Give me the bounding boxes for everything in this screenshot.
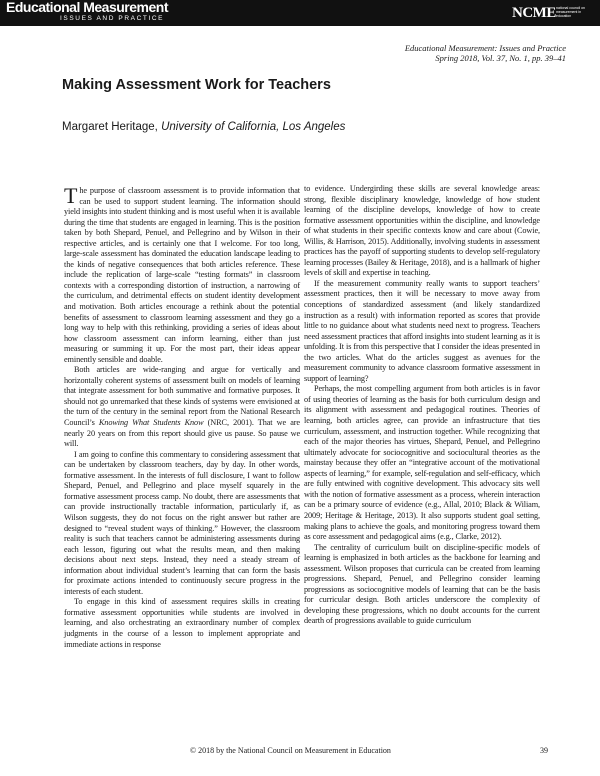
citation-journal: Educational Measurement: Issues and Practice bbox=[404, 43, 566, 53]
paragraph: To engage in this kind of assessment requires skills in creating formative assessment opportunities while students are involved in learning, and also orchestrating an extraordinary number of complex judgments in the course of a lesson to implement appropriate and immediate actions in response bbox=[64, 597, 300, 649]
paragraph: to evidence. Undergirding these skills are several knowledge areas: strong, flexible disciplinary knowledge, knowledge of how student learning of the discipline develops, knowledge of how to create formative assessment opportunities within the discipline, and knowledge of what students in their specific contexts know and care about (Cowie, Willis, & Harrison, 2015). Additionally, involving students in assessment practices has the payoff of supporting students to develop self-regulatory learning processes (Bailey & Heritage, 2018), and is a hallmark of higher levels of skill and expertise in teaching. bbox=[304, 184, 540, 278]
right-column bbox=[304, 184, 540, 627]
ncme-logo: NCME bbox=[512, 5, 556, 21]
paragraph: The centrality of curriculum built on discipline-specific models of learning is emphasized in both articles as the backbone for learning and assessment. Wilson proposes that curricula can be created from learning progressions. Shepard, Penuel, and Pellegrino consider learning progressions as sociocognitive models of learning that can be the basis for curricular design. Both articles underscore the complexity of developing these progressions, which no doubt accounts for the current dearth of progressions available to guide curriculum bbox=[304, 542, 540, 626]
paragraph bbox=[64, 183, 300, 365]
journal-subtitle: ISSUES AND PRACTICE bbox=[60, 15, 165, 22]
author-affiliation: University of California, Los Angeles bbox=[161, 121, 346, 133]
paragraph-text: Both articles are wide-ranging and argue for vertically and horizontally coherent systems of assessment built on models of learning that integrate assessment for both summative and formative purposes. It should not go unremarked that these kinds of systems were envisioned at the turn of the century in the seminal report from the National Research Council’s bbox=[64, 365, 300, 428]
paragraph-text: he purpose of classroom assessment is to provide information that can be used to support student learning. The information should yield insights into student thinking and is most useful when it is available during the time that students are engaged in learning. This is the position taken by both Shepard, Penuel, and Pellegrino and by Wilson in their respective articles, and is certainly one that I welcome. For too long, large-scale assessment has dominated the education landscape leading to the kinds of negative consequences that both articles reference. These include the replication of large-scale “testing formats” in classroom contexts with a corresponding distortion of instruction, a narrowing of the curriculum, and detrimental effects on student identity development and motivation. Both articles encourage a rethink about the potential benefits of assessment to classroom learning assessment and they go a long way to help with this rethinking, providing a series of ideas about how classroom assessment can inform learning, either than just measuring or summing it up. For the most part, their ideas appear eminently sensible and doable. bbox=[64, 186, 300, 364]
paragraph: If the measurement community really wants to support teachers’ assessment practices, then it will be necessary to move away from conceptions of standardized assessment (and likely standardized instruction as a result) with information reported as scores that provide little to no guidance about what students need next to progress. Teachers need assessment practices that afford insights into student learning as it is unfolding. It is from this perspective that I consider the ideas presented in the two articles. What do the articles suggest as avenues for the measurement community to advance classroom formative assessment in support of learning? bbox=[304, 278, 540, 383]
drop-cap: T bbox=[64, 183, 78, 208]
paragraph: I am going to confine this commentary to considering assessment that can be undertaken by classroom teachers, day by day. In other words, formative assessment. In the interests of full disclosure, I want to follow Shepard, Penuel, and Pellegrino and place myself squarely in the formative assessment process camp. No doubt, there are assessments that can provide instructionally tractable information, particularly if, as Wilson suggests, they do not focus on the right answer but rather are designed to “reveal student ways of thinking.” However, the classroom reality is such that teachers cannot be administering assessments during each lesson, figuring out what the results mean, and then making decisions about next steps. Instead, they need a steady stream of information about individual student’s learning that can form the basis for proximate actions intended to continuously secure progress in the interests of each student. bbox=[64, 449, 300, 596]
cited-report-title: Knowing What Students Know bbox=[98, 418, 204, 428]
copyright-notice: © 2018 by the National Council on Measurement in Education bbox=[190, 746, 391, 755]
citation-issue: Spring 2018, Vol. 37, No. 1, pp. 39–41 bbox=[435, 53, 566, 63]
author-name: Margaret Heritage, bbox=[62, 121, 158, 133]
journal-name: Educational Measurement bbox=[6, 0, 168, 15]
byline bbox=[62, 120, 345, 134]
paragraph: Perhaps, the most compelling argument from both articles is in favor of using theories of learning as the basis for both curriculum design and its alignment with assessment and pedagogical routines. Theories of learning, both articles agree, can provide an infrastructure that ties curriculum, assessment, and instruction together. While recognizing that each of the major theories has virtues, Shepard, Penuel, and Pellegrino ultimately advocate for sociocognitive and sociocultural theories as the mainstay because they offer an “integrative account of the motivational aspects of learning,” for example, self-regulation and self-efficacy, which are fully entwined with cognitive development. This advocacy sits well with the notion of formative assessment as a process, wherein interaction can be a primary source of evidence (e.g., Allal, 2010; Black & Wiliam, 2009; Heritage & Heritage, 2013). It also supports student goal setting, making plans to achieve the goals, and monitoring progress toward them as core assessment and pedagogical aims (e.g., Clarke, 2012). bbox=[304, 384, 540, 542]
paragraph-text: (NRC, 2001). That we are nearly 20 years on from this report should give us pause. So pause we will. bbox=[64, 418, 300, 449]
ncme-tagline: national council on measurement in education bbox=[556, 6, 585, 18]
journal-header-bar bbox=[0, 0, 600, 26]
paragraph bbox=[64, 365, 300, 449]
page-number: 39 bbox=[540, 746, 548, 755]
left-column bbox=[64, 183, 300, 650]
article-title: Making Assessment Work for Teachers bbox=[62, 77, 331, 93]
page-footer bbox=[0, 746, 600, 760]
